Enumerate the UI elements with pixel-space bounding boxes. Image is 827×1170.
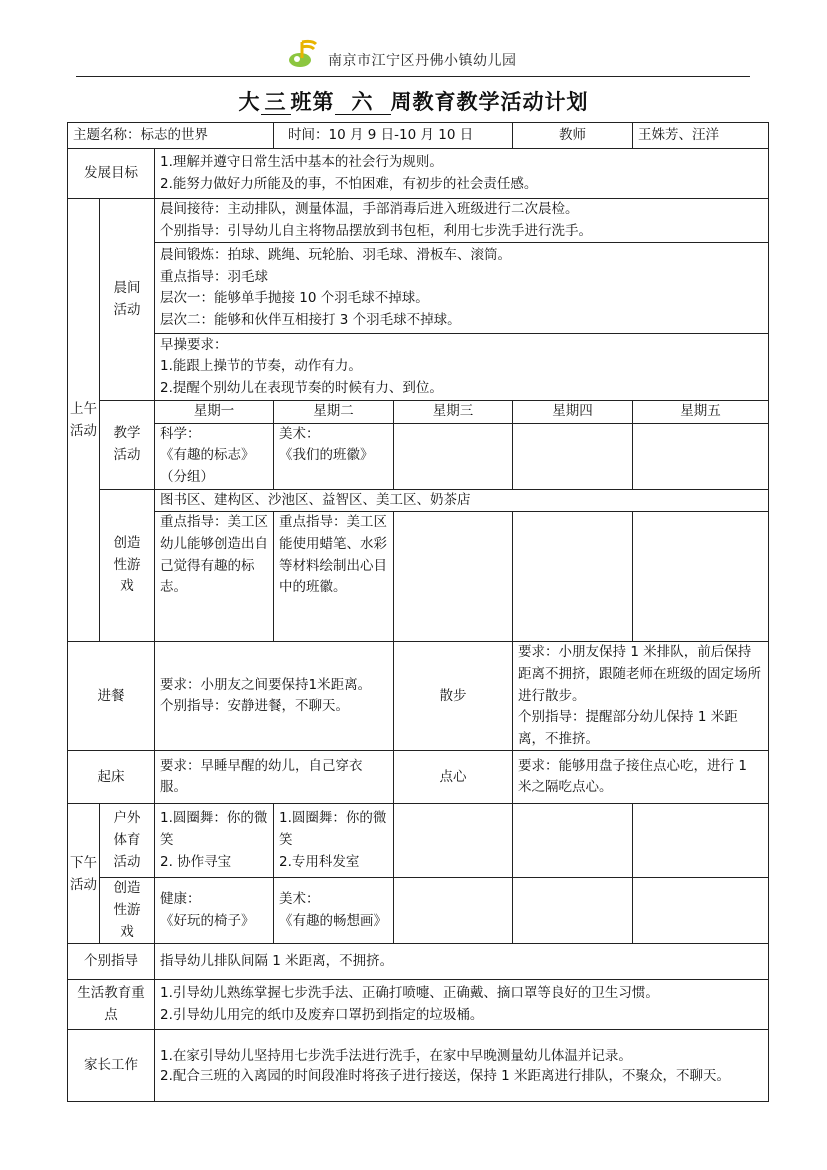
morning-drill: 早操要求： 1.能跟上操节的节奏，动作有力。 2.提醒个别幼儿在表现节奏的时候有力、到位。 [155, 334, 769, 401]
pm-creative-thu [513, 878, 633, 944]
weekday-mon: 星期一 [155, 401, 274, 424]
goals-text: 1.理解并遵守日常生活中基本的社会行为规则。 2.能努力做好力所能及的事，不怕困难，有初步的社会责任感。 [155, 149, 769, 199]
outdoor-sport-label: 户外体育活动 [100, 804, 155, 878]
weekday-tue: 星期二 [274, 401, 394, 424]
weekday-fri: 星期五 [633, 401, 769, 424]
creative-areas: 图书区、建构区、沙池区、益智区、美工区、奶茶店 [155, 489, 769, 512]
meal-text: 要求：小朋友之间要保持1米距离。 个别指导：安静进餐，不聊天。 [155, 642, 394, 751]
wake-text: 要求：早睡早醒的幼儿，自己穿衣服。 [155, 751, 394, 804]
teaching-tue: 美术： 《我们的班徽》 [274, 423, 394, 489]
teaching-thu [513, 423, 633, 489]
teaching-mon: 科学： 《有趣的标志》 （分组） [155, 423, 274, 489]
life-education-label: 生活教育重 点 [68, 980, 155, 1030]
creative-mon: 重点指导：美工区 幼儿能够创造出自己觉得有趣的标志。 [155, 512, 274, 642]
life-education-text: 1.引导幼儿熟练掌握七步洗手法、正确打喷嚏、正确戴、摘口罩等良好的卫生习惯。 2.引导幼儿用完的纸巾及废弃口罩扔到指定的垃圾桶。 [155, 980, 769, 1030]
creative-thu [513, 512, 633, 642]
page-title: 大 三 班第 六 周教育教学活动计划 [238, 89, 589, 114]
morning-reception: 晨间接待：主动排队，测量体温，手部消毒后进入班级进行二次晨检。 个别指导：引导幼儿自主将物品摆放到书包柜，利用七步洗手进行洗手。 [155, 199, 769, 243]
wake-label: 起床 [68, 751, 155, 804]
school-logo-icon [288, 38, 322, 68]
morning-section-label: 上午活动 [68, 199, 100, 642]
teaching-label: 教学活动 [100, 401, 155, 490]
creative-game-label: 创造性游戏 [100, 489, 155, 642]
morning-exercise: 晨间锻炼：拍球、跳绳、玩轮胎、羽毛球、滑板车、滚筒。 重点指导：羽毛球 层次一：能够单手抛接 10 个羽毛球不掉球。 层次二：能够和伙伴互相接打 3 个羽毛球不掉球。 [155, 243, 769, 334]
outdoor-thu [513, 804, 633, 878]
creative-fri [633, 512, 769, 642]
creative-tue: 重点指导：美工区 能使用蜡笔、水彩等材料绘制出心目中的班徽。 [274, 512, 394, 642]
outdoor-wed [394, 804, 513, 878]
pm-creative-tue: 美术： 《有趣的畅想画》 [274, 878, 394, 944]
pm-creative-label: 创造性游戏 [100, 878, 155, 944]
outdoor-fri [633, 804, 769, 878]
pm-creative-wed [394, 878, 513, 944]
weekday-wed: 星期三 [394, 401, 513, 424]
parents-work-label: 家长工作 [68, 1030, 155, 1102]
outdoor-mon: 1.圆圈舞：你的微笑 2. 协作寻宝 [155, 804, 274, 878]
weekly-plan-table [67, 122, 769, 1102]
individual-label: 个别指导 [68, 944, 155, 980]
teaching-fri [633, 423, 769, 489]
weekday-header-row [68, 401, 769, 424]
pm-creative-mon: 健康： 《好玩的椅子》 [155, 878, 274, 944]
theme-name: 主题名称：标志的世界 [68, 123, 274, 149]
creative-wed [394, 512, 513, 642]
teacher-names: 王姝芳、汪洋 [633, 123, 769, 149]
theme-time: 时间：10 月 9 日-10 月 10 日 [274, 123, 513, 149]
walk-text: 要求：小朋友保持 1 米排队，前后保持距离不拥挤，跟随老师在班级的固定场所进行散步。 个别指导：提醒部分幼儿保持 1 米距离，不推挤。 [513, 642, 769, 751]
snack-label: 点心 [394, 751, 513, 804]
morning-activity-label: 晨间活动 [100, 199, 155, 401]
weekday-thu: 星期四 [513, 401, 633, 424]
afternoon-section-label: 下午活动 [68, 804, 100, 944]
teacher-label: 教师 [513, 123, 633, 149]
individual-text: 指导幼儿排队间隔 1 米距离，不拥挤。 [155, 944, 769, 980]
teaching-wed [394, 423, 513, 489]
school-name: 南京市江宁区丹佛小镇幼儿园 [328, 53, 517, 69]
page-header [76, 38, 750, 77]
goals-label: 发展目标 [68, 149, 155, 199]
outdoor-tue: 1.圆圈舞：你的微笑 2.专用科发室 [274, 804, 394, 878]
meal-label: 进餐 [68, 642, 155, 751]
pm-creative-fri [633, 878, 769, 944]
walk-label: 散步 [394, 642, 513, 751]
snack-text: 要求：能够用盘子接住点心吃，进行 1 米之隔吃点心。 [513, 751, 769, 804]
parents-work-text: 1.在家引导幼儿坚持用七步洗手法进行洗手，在家中早晚测量幼儿体温并记录。 2.配合三班的入离园的时间段准时将孩子进行接送，保持 1 米距离进行排队，不聚众，不聊天。 [155, 1030, 769, 1102]
